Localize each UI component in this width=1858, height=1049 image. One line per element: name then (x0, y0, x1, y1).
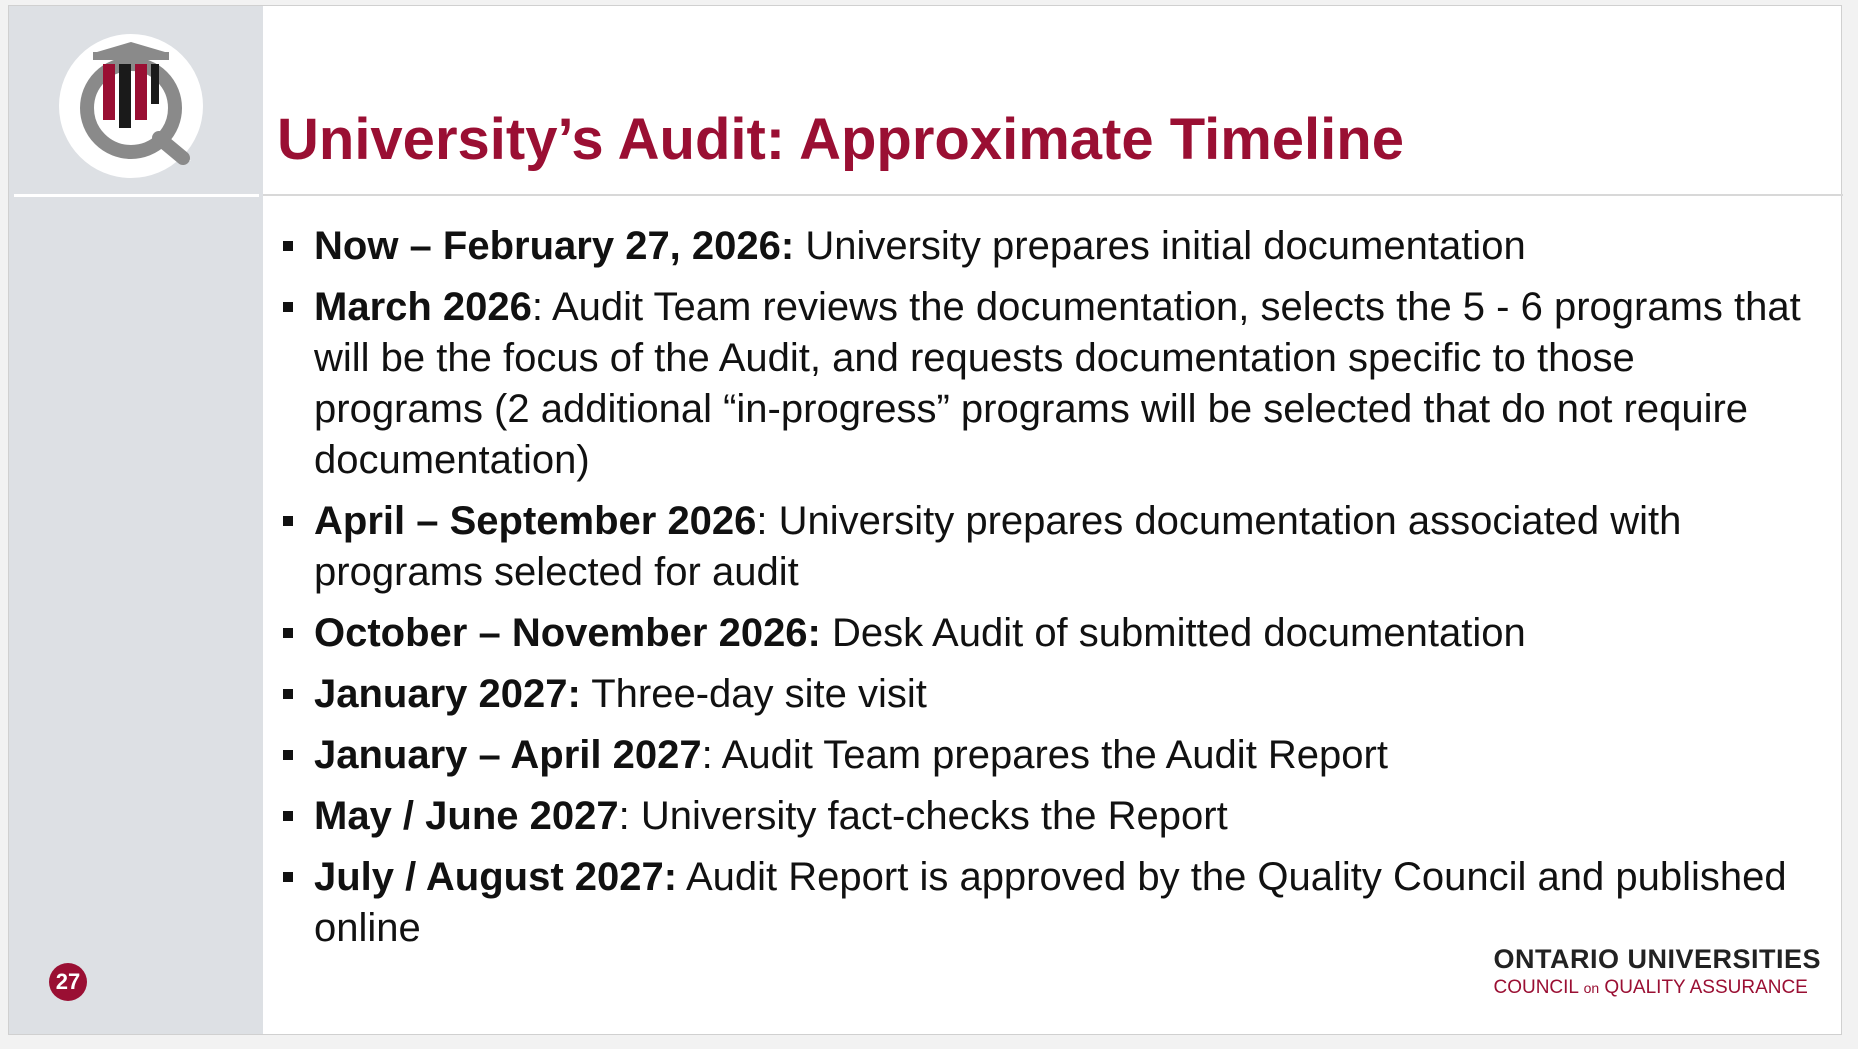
oucqa-q-logo-icon (51, 26, 221, 186)
timeline-item-date: Now – February 27, 2026: (314, 224, 795, 268)
timeline-item (269, 852, 1809, 954)
square-bullet-icon (283, 811, 293, 821)
sidebar-divider (14, 194, 259, 197)
timeline-item (269, 221, 1809, 272)
timeline-item-text: : Audit Team reviews the documentation, selects the 5 - 6 programs that will be the focus of the Audit, and requests documentation specific to those programs (2 additional “in-progress” programs will be selected that do not require documentation) (314, 285, 1801, 482)
square-bullet-icon (283, 241, 293, 251)
square-bullet-icon (283, 302, 293, 312)
timeline-item (269, 730, 1809, 781)
timeline-item-date: January 2027: (314, 672, 581, 716)
timeline-item-text: Three-day site visit (580, 672, 927, 716)
timeline-item-date: April – September 2026 (314, 499, 757, 543)
org-name-line1: ONTARIO UNIVERSITIES (1493, 944, 1821, 974)
timeline-item (269, 282, 1809, 486)
timeline-item-text: : University prepares documentation associated with programs selected for audit (314, 499, 1682, 594)
org-name-on: on (1583, 980, 1600, 996)
timeline-item-date: May / June 2027 (314, 794, 619, 838)
timeline-item-date: March 2026 (314, 285, 532, 329)
timeline-item-date: January – April 2027 (314, 733, 702, 777)
square-bullet-icon (283, 872, 293, 882)
page-number-badge: 27 (49, 963, 87, 1001)
timeline-item-text: : University fact-checks the Report (618, 794, 1228, 838)
slide-title: University’s Audit: Approximate Timeline (277, 107, 1404, 172)
slide (8, 5, 1842, 1035)
square-bullet-icon (283, 516, 293, 526)
square-bullet-icon (283, 628, 293, 638)
square-bullet-icon (283, 750, 293, 760)
title-divider (263, 194, 1843, 196)
timeline-list (269, 221, 1809, 964)
timeline-item-text: : Audit Team prepares the Audit Report (701, 733, 1388, 777)
timeline-item (269, 608, 1809, 659)
timeline-item-text: Desk Audit of submitted documentation (820, 611, 1526, 655)
org-name-line2 (1493, 977, 1821, 999)
organization-wordmark (1493, 944, 1821, 999)
square-bullet-icon (283, 689, 293, 699)
org-name-quality: QUALITY ASSURANCE (1599, 977, 1808, 998)
timeline-item (269, 669, 1809, 720)
timeline-item-text: University prepares initial documentation (794, 224, 1526, 268)
timeline-item-date: July / August 2027: (314, 855, 678, 899)
sidebar-panel (9, 6, 263, 1034)
timeline-item (269, 791, 1809, 842)
timeline-item-date: October – November 2026: (314, 611, 821, 655)
timeline-item (269, 496, 1809, 598)
timeline-item-text: Audit Report is approved by the Quality Council and published online (314, 855, 1787, 950)
org-name-council: COUNCIL (1493, 977, 1584, 998)
